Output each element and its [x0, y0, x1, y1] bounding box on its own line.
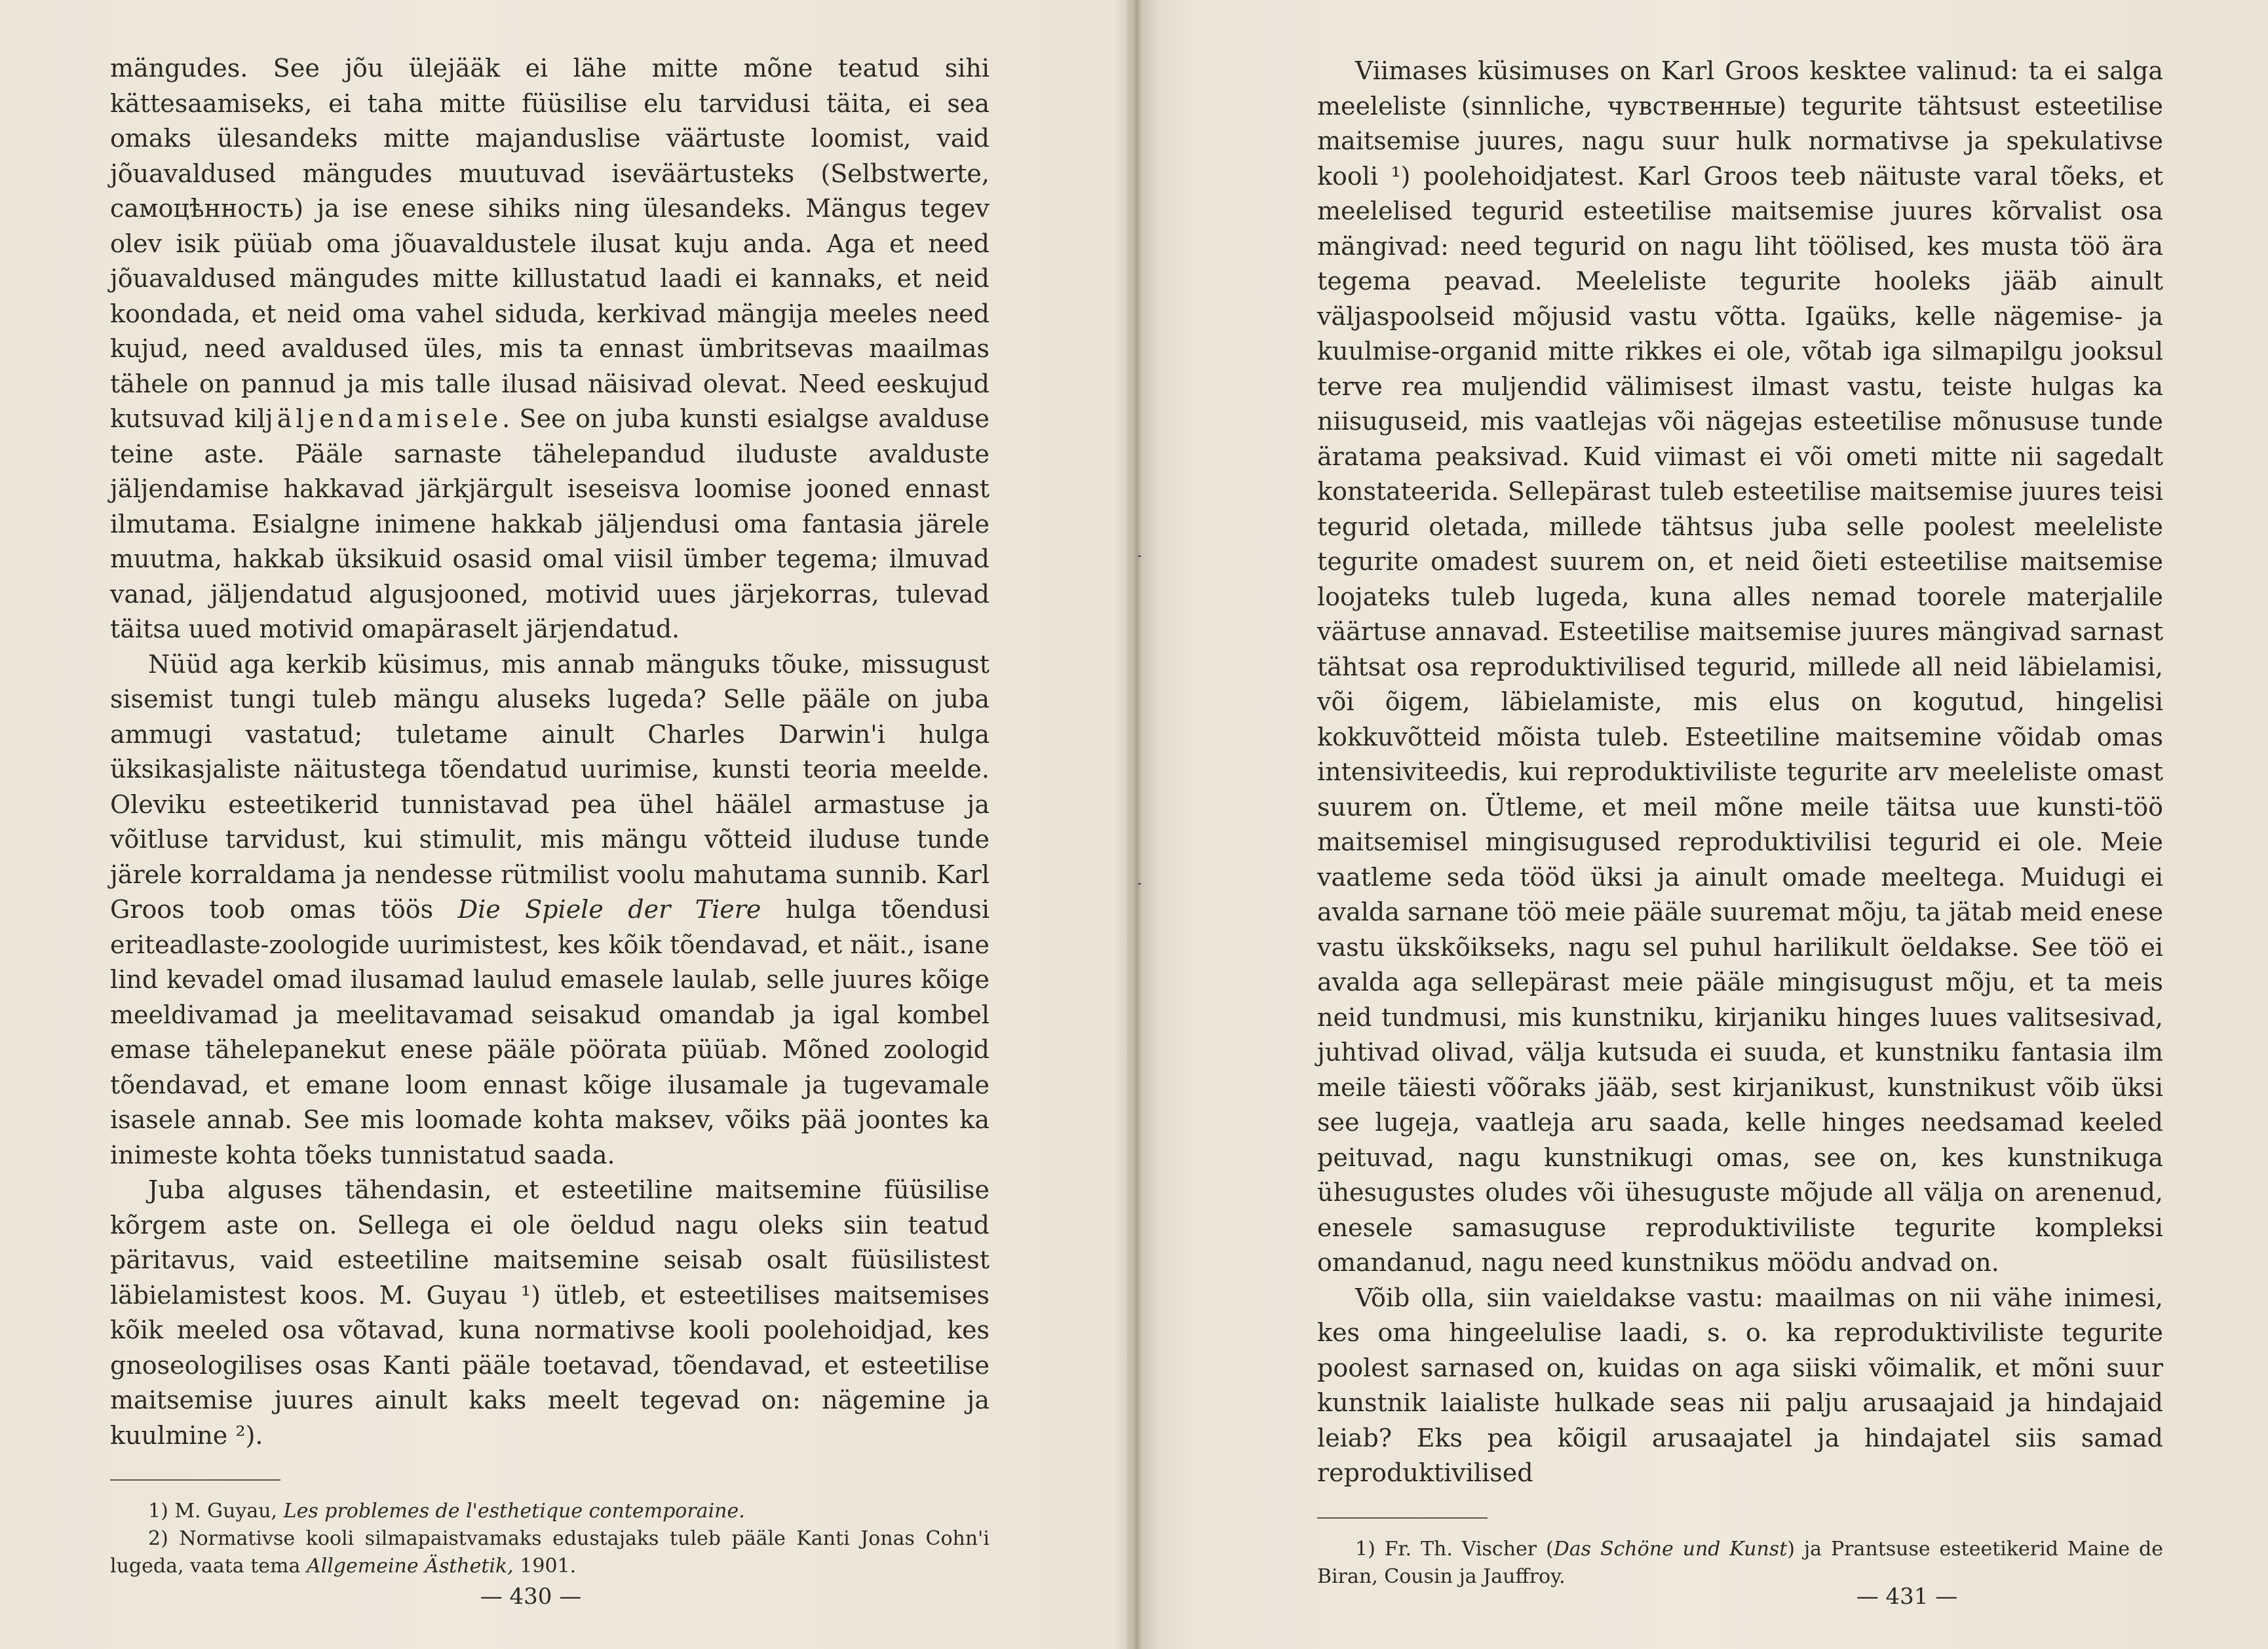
- right-fn1-title: Das Schöne und Kunst: [1553, 1537, 1788, 1561]
- right-footnotes: [1317, 1536, 2163, 1591]
- left-page-body: [110, 51, 990, 1453]
- left-p1-text: mängudes. See jõu ülejääk ei lähe mitte mõne teatud sihi kättesaamiseks, ei taha mitte füüsilise elu tarvidusi täita, ei sea omaks ülesandeks mitte majanduslise väärtuste loomist, vaid jõuavaldused mängudes muutuvad iseväärtusteks (Selbstwerte, самоцѣнность) ja ise enese sihiks ning ülesandeks. Mängus tegev olev isik püüab oma jõuavaldustele ilusat kuju anda. Aga et need jõuavaldused mängudes mitte killustatud laadi ei kannaks, et neid koondada, et neid oma vahel siduda, kerkivad mängija meeles need kujud, need avaldused üles, mis ta ennast ümbritsevas maailmas tähele on pannud ja mis talle ilusad näisivad olevat. Need eeskujud kutsuvad kil: [110, 54, 990, 433]
- left-paragraph-2: [110, 647, 990, 1173]
- left-paragraph-1: [110, 51, 990, 647]
- right-paragraph-2: Võib olla, siin vaieldakse vastu: maailmas on nii vähe inimesi, kes oma hingeelulise laadi, s. o. ka reproduktiviliste tegurite poolest sarnased on, kuidas on aga siiski võimalik, et mõni suur kunstnik laialiste hulkade seas nii palju arusaajaid ja hindajaid leiab? Eks pea kõigil arusaajatel ja hindajatel siis samad reproduktivilised: [1317, 1283, 2163, 1487]
- left-fn2-text: 2) Normativse kooli silmapaistvamaks edustajaks tuleb pääle Kanti Jonas Cohn'i lugeda, vaata tema: [110, 1527, 990, 1578]
- page-number-left: — 430 —: [480, 1583, 582, 1610]
- right-footnote-1: [1317, 1536, 2163, 1591]
- left-p1-spaced-word: jäljendamisele: [265, 404, 503, 433]
- left-paragraph-3: Juba alguses tähendasin, et esteetiline maitsemine füüsilise kõrgem aste on. Sellega ei ole öeldud nagu oleks siin teatud päritavus, vaid esteetiline maitsemine seisab osalt füüsilistest läbielamistest koos. M. Guyau ¹) ütleb, et esteetilises maitsemises kõik meeled osa võtavad, kuna normativse kooli poolehoidjad, kes gnoseologilises osas Kanti pääle toetavad, tõendavad, et esteetilise maitsemise juures ainult kaks meelt tegevad on: nägemine ja kuulmine ²).: [110, 1175, 990, 1450]
- left-footnote-2: [110, 1525, 990, 1580]
- left-footnotes: [110, 1498, 990, 1580]
- left-fn2-title: Allgemeine Ästhetik,: [306, 1555, 514, 1578]
- left-fn1-label: 1) M. Guyau,: [148, 1500, 278, 1523]
- left-p2-text: Nüüd aga kerkib küsimus, mis annab mänguks tõuke, missugust sisemist tungi tuleb mängu aluseks lugeda? Selle pääle on juba ammugi vastatud; tuletame ainult Charles Darwin'i hulga üksikasjaliste näitustega tõendatud uurimise, kunsti teoria meelde. Oleviku esteetikerid tunnistavad pea ühel häälel armastuse ja võitluse tarvidust, kui stimulit, mis mängu võtteid iluduse tunde järele korraldama ja nendesse rütmilist voolu mahutama sunnib. Karl Groos toob omas töös: [110, 649, 990, 924]
- right-fn1-rest: ) ja Prantsuse esteetikerid Maine de Biran, Cousin ja Jauffroy.: [1317, 1537, 2163, 1588]
- right-page: [1127, 0, 2268, 1649]
- left-p1-rest: . See on juba kunsti esialgse avalduse teine aste. Pääle sarnaste tähelepandud iluduste avalduste jäljendamise hakkavad järkjärgult iseseisva loomise jooned ennast ilmutama. Esialgne inimene hakkab jäljendusi oma fantasia järele muutma, hakkab üksikuid osasid omal viisil ümber tegema; ilmuvad vanad, jäljendatud algusjooned, motivid uues järjekorras, tulevad täitsa uued motivid omapäraselt järjendatud.: [110, 404, 990, 643]
- left-p2-book-title: Die Spiele der Tiere: [457, 895, 761, 924]
- gutter-mark: [1138, 556, 1141, 557]
- left-footnote-1: [110, 1498, 990, 1525]
- left-fn2-year: 1901.: [520, 1555, 577, 1578]
- left-page: [0, 0, 1127, 1649]
- left-footnote-rule: [110, 1479, 280, 1481]
- left-fn1-title: Les problemes de l'esthetique contemporaine.: [283, 1500, 745, 1523]
- gutter-mark: [1138, 883, 1141, 884]
- right-paragraph-1: Viimases küsimuses on Karl Groos kesktee valinud: ta ei salga meeleliste (sinnliche, чувственные) tegurite tähtsust esteetilise maitsemise juures, nagu suur hulk normativse ja spekulativse kooli ¹) poolehoidjatest. Karl Groos teeb näituste varal tõeks, et meelelised tegurid esteetilise maitsemise juures kõrvalist osa mängivad: need tegurid on nagu liht töölised, kes musta töö ära tegema peavad. Meeleliste tegurite hooleks jääb ainult väljaspoolseid mõjusid vastu võtta. Igaüks, kelle nägemise- ja kuulmise-organid mitte rikkes ei ole, võtab iga silmapilgu jooksul terve rea muljendid välimisest ilmast vastu, teiste hulgas ka niisuguseid, mis vaatlejas või nägejas esteetilise mõnususe tunde äratama peaksivad. Kuid viimast ei või ometi mitte nii sagedalt konstateerida. Sellepärast tuleb esteetilise maitsemise juures teisi tegurid oletada, millede tähtsus juba selle poolest meeleliste tegurite omadest suurem on, et neid õieti esteetilise maitsemise loojateks tuleb lugeda, kuna alles nemad toorele materjalile väärtuse annavad. Esteetilise maitsemise juures mängivad sarnast tähtsat osa reproduktivilised tegurid, millede all neid läbielamisi, või õigem, läbielamiste, mis elus on kogutud, hingelisi kokkuvõtteid mõista tuleb. Esteetiline maitsemine võidab omas intensiviteedis, kui reproduktiviliste tegurite arv meeleliste omast suurem on. Ütleme, et meil mõne meile täitsa uue kunsti-töö maitsemisel mingisugused reproduktivilisi tegurid ei ole. Meie vaatleme seda tööd üksi ja ainult omade meeltega. Muidugi ei avalda sarnane töö meie pääle suuremat mõju, ta jätab meid enese vastu ükskõikseks, nagu sel puhul harilikult öeldakse. See töö ei avalda aga sellepärast meie pääle mingisugust mõju, et ta meis neid tundmusi, mis kunstniku, kirjaniku hinges luues valitsesivad, juhtivad olivad, välja kutsuda ei suuda, et kunstniku fantasia ilm meile täiesti võõraks jääb, sest kirjanikust, kunstnikust võib üksi see lugeja, vaatleja aru saada, kelle hinges needsamad keeled peituvad, nagu kunstnikugi omas, see on, kes kunstnikuga ühesugustes oludes või ühesuguste mõjude all välja on arenenud, enesele samasuguse reproduktiviliste tegurite kompleksi omandanud, nagu need kunstnikus möödu andvad on.: [1317, 56, 2163, 1277]
- left-p2-rest: hulga tõendusi eriteadlaste-zoologide uurimistest, kes kõik tõendavad, et näit., isane lind kevadel omad ilusamad laulud emasele laulab, selle juures kõige meeldivamad ja meelitavamad seisakud omandab ja igal kombel emase tähelepanekut enese pääle pöörata püüab. Mõned zoologid tõendavad, et emane loom ennast kõige ilusamale ja tugevamale isasele annab. See mis loomade kohta maksev, võiks pää joontes ka inimeste kohta tõeks tunnistatud saada.: [110, 895, 990, 1169]
- right-footnote-rule: [1317, 1517, 1488, 1519]
- book-gutter: [1114, 0, 1160, 1649]
- page-number-right: — 431 —: [1856, 1583, 1958, 1610]
- right-page-body: [1317, 54, 2163, 1491]
- right-fn1-label: 1) Fr. Th. Vischer (: [1355, 1537, 1554, 1561]
